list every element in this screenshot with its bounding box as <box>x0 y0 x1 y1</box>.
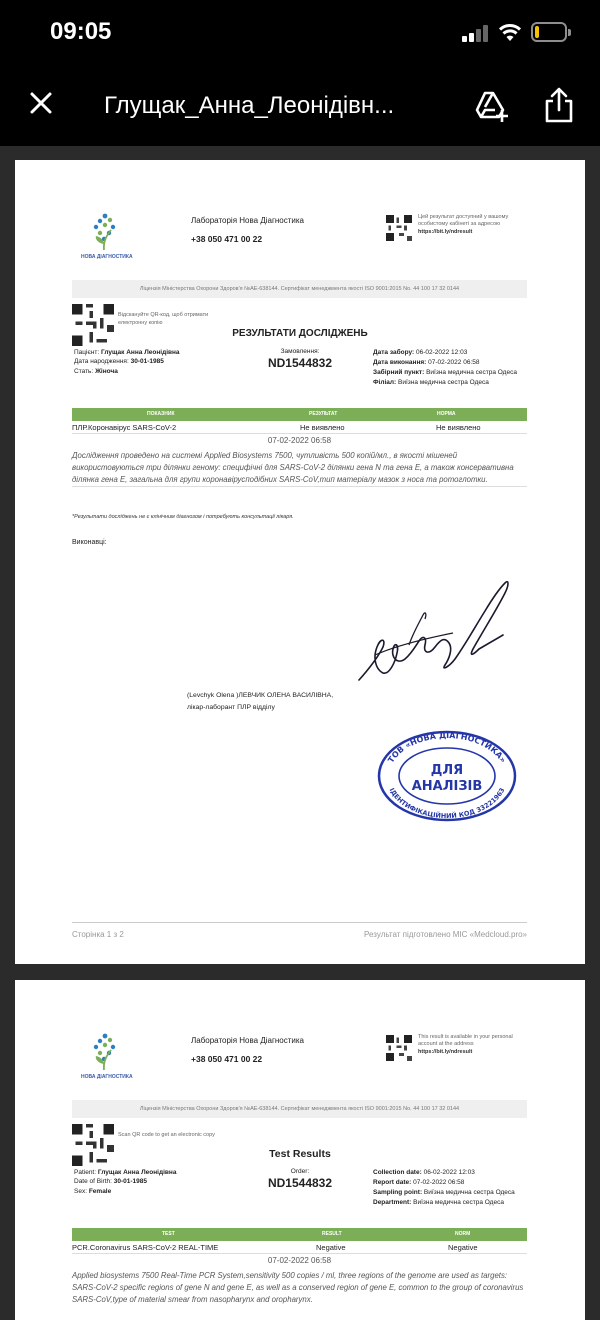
logo-text: НОВА ДІАГНОСТИКА <box>81 1074 133 1080</box>
stamp-line-1: ДЛЯ <box>430 763 464 778</box>
dob-value: 30-01-1985 <box>130 358 164 366</box>
branch-label: Department: <box>373 1199 412 1207</box>
results-title: РЕЗУЛЬТАТИ ДОСЛІДЖЕНЬ <box>232 328 368 339</box>
qr-code-icon <box>72 304 114 346</box>
order-label: Order: <box>290 1168 310 1175</box>
column-header-test: ПОКАЗНИК <box>147 411 175 417</box>
test-result: Negative <box>316 1243 346 1252</box>
collection-label: Дата забору: <box>373 349 415 356</box>
sex-value: Female <box>88 1187 112 1195</box>
lab-logo-icon <box>81 1028 129 1072</box>
wifi-icon <box>498 22 522 42</box>
table-row <box>72 422 527 434</box>
page-number: Сторінка 1 з 2 <box>72 930 124 939</box>
clock: 09:05 <box>50 18 112 45</box>
disclaimer-note: *Результати досліджень не є клінічним діагнозом і потребують консультації лікаря. <box>72 514 294 520</box>
sampling-value: Виїзна медична сестра Одеса <box>426 369 517 377</box>
sampling-value: Виїзна медична сестра Одеса <box>423 1189 515 1197</box>
viewer-toolbar <box>0 66 600 146</box>
svg-text:ІДЕНТИФІКАЦІЙНИЙ КОД 33221963: ІДЕНТИФІКАЦІЙНИЙ КОД 33221963 <box>387 786 507 821</box>
availability-text: Цей результат доступний у вашому особистому кабінеті за адресою <box>418 214 509 228</box>
results-title: Test Results <box>269 1148 331 1160</box>
test-norm: Не виявлено <box>436 423 481 432</box>
license-banner: Ліцензія Міністерства Охорони Здоров'я №АЕ-638144. Сертифікат менеджмента якості ISO 9001:2015 No. 44 100 17 32 0144 <box>72 1100 527 1118</box>
branch-label: Філіал: <box>373 379 397 387</box>
document-title: Глущак_Анна_Леонідівн... <box>104 92 395 119</box>
share-button[interactable] <box>543 86 575 124</box>
signature-icon <box>353 575 513 700</box>
qr-caption: Scan QR code to get an electronic copy <box>118 1132 215 1138</box>
report-value: 07-02-2022 06:58 <box>413 1179 465 1187</box>
dob-value: 30-01-1985 <box>113 1178 147 1186</box>
qr-code-icon <box>386 215 412 241</box>
cellular-signal-icon <box>462 24 490 42</box>
lab-phone: +38 050 471 00 22 <box>191 234 263 244</box>
lab-logo-icon <box>81 208 129 252</box>
patient-label: Patient: <box>74 1169 97 1176</box>
column-header-norm: НОРМА <box>437 411 456 417</box>
battery-icon <box>531 22 567 42</box>
document-page-2 <box>15 980 585 1320</box>
order-number: ND1544832 <box>267 1176 333 1190</box>
sampling-label: Sampling point: <box>373 1189 423 1197</box>
lab-name: Лабораторія Нова Діагностика <box>191 216 305 225</box>
footer-divider <box>72 922 527 923</box>
stamp-line-2: АНАЛІЗІВ <box>411 779 483 794</box>
branch-value: Виїзна медична сестра Одеса <box>413 1199 504 1207</box>
dob-label: Дата народження: <box>74 358 129 366</box>
license-banner: Ліцензія Міністерства Охорони Здоров'я №АЕ-638144. Сертифікат менеджмента якості ISO 9001:2015 No. 44 100 17 32 0144 <box>72 280 527 298</box>
run-date: 07-02-2022 06:58 <box>267 436 332 445</box>
column-header-result: RESULT <box>322 1231 342 1237</box>
logo-text: НОВА ДІАГНОСТИКА <box>81 254 133 260</box>
report-value: 07-02-2022 06:58 <box>428 359 480 367</box>
test-norm: Negative <box>448 1243 478 1252</box>
report-label: Дата виконання: <box>373 359 427 367</box>
column-header-result: РЕЗУЛЬТАТ <box>309 411 338 417</box>
dob-label: Date of Birth: <box>74 1178 112 1186</box>
test-name: ПЛР.Коронавірус SARS-CoV-2 <box>72 423 177 432</box>
availability-note <box>418 214 518 236</box>
order-dates <box>373 348 523 388</box>
document-page-1 <box>15 160 585 964</box>
results-table-header <box>72 1228 527 1241</box>
sex-value: Жіноча <box>95 367 118 375</box>
lab-stamp <box>375 728 519 824</box>
qr-code-icon <box>386 1035 412 1061</box>
patient-info <box>74 348 180 376</box>
test-name: PCR.Coronavirus SARS-CoV-2 REAL-TIME <box>72 1243 219 1252</box>
collection-label: Collection date: <box>373 1169 422 1176</box>
report-label: Report date: <box>373 1179 412 1187</box>
branch-value: Виїзна медична сестра Одеса <box>398 379 489 387</box>
patient-info <box>74 1168 176 1196</box>
table-row <box>72 1242 527 1254</box>
close-icon <box>26 88 56 118</box>
availability-link[interactable]: https://bit.ly/ndresult <box>418 228 473 235</box>
performers-label: Виконавці: <box>72 539 107 546</box>
patient-label: Пацієнт: <box>74 349 100 356</box>
test-result: Не виявлено <box>300 423 345 432</box>
test-description: Дослідження проведено на системі Applied Biosystems 7500, чутливість 500 копій/мл., в якості мішеней використовуються три ділянки геному: специфічні для SARS-CoV-2 ділянки гена N та гена Е, а також консервативна ділянка гена E, загальна для групи коронавірусподібних SARS-CoV,тип матеріалу мазок з носа та ротоглотки. <box>72 450 527 487</box>
qr-code-icon <box>72 1124 114 1166</box>
share-icon <box>543 86 575 124</box>
qr-caption: Відскануйте QR-код, щоб отримати електронну копію <box>118 312 209 326</box>
footer-credit: Результат підготовлено МІС «Medcloud.pro» <box>364 930 527 939</box>
patient-name: Глущак Анна Леонідівна <box>97 1169 177 1176</box>
order-number: ND1544832 <box>267 356 333 370</box>
sex-label: Стать: <box>74 367 94 375</box>
collection-value: 06-02-2022 12:03 <box>423 1169 475 1176</box>
status-bar <box>0 0 600 66</box>
sampling-label: Забірний пункт: <box>373 369 425 377</box>
test-description: Applied biosystems 7500 Real-Time PCR System,sensitivity 500 copies / ml, three regions of the genome are used as targets: SARS-CoV-2 specific regions of gene N and gene E, as well as a conserved region of gene E, common to the group of coronavirus SARS-CoV,type of material smear from nasopharynx and oropharynx. <box>72 1271 524 1305</box>
column-header-test: TEST <box>162 1231 175 1237</box>
lab-name: Лабораторія Нова Діагностика <box>191 1036 305 1045</box>
drive-add-icon <box>473 88 509 124</box>
document-viewer[interactable] <box>0 146 600 1305</box>
add-to-drive-button[interactable] <box>473 88 509 124</box>
availability-text: This result is available in your personal account at the address <box>418 1034 513 1048</box>
lab-phone: +38 050 471 00 22 <box>191 1054 263 1064</box>
stamp-ring-text: ТОВ «НОВА ДІАГНОСТИКА» <box>386 730 508 765</box>
close-button[interactable] <box>26 88 56 118</box>
order-label: Замовлення: <box>280 348 320 355</box>
doctor-name: (Levchyk Olena )ЛЕВЧИК ОЛЕНА ВАСИЛІВНА, лікар-лаборант ПЛР відділу <box>187 692 334 711</box>
sex-label: Sex: <box>74 1187 88 1195</box>
column-header-norm: NORM <box>455 1231 471 1237</box>
availability-note <box>418 1034 518 1056</box>
patient-name: Глущак Анна Леонідівна <box>100 349 180 356</box>
availability-link[interactable]: https://bit.ly/ndresult <box>418 1048 473 1055</box>
run-date: 07-02-2022 06:58 <box>267 1256 332 1265</box>
results-table-header <box>72 408 527 421</box>
order-dates <box>373 1168 523 1208</box>
collection-value: 06-02-2022 12:03 <box>416 349 468 356</box>
